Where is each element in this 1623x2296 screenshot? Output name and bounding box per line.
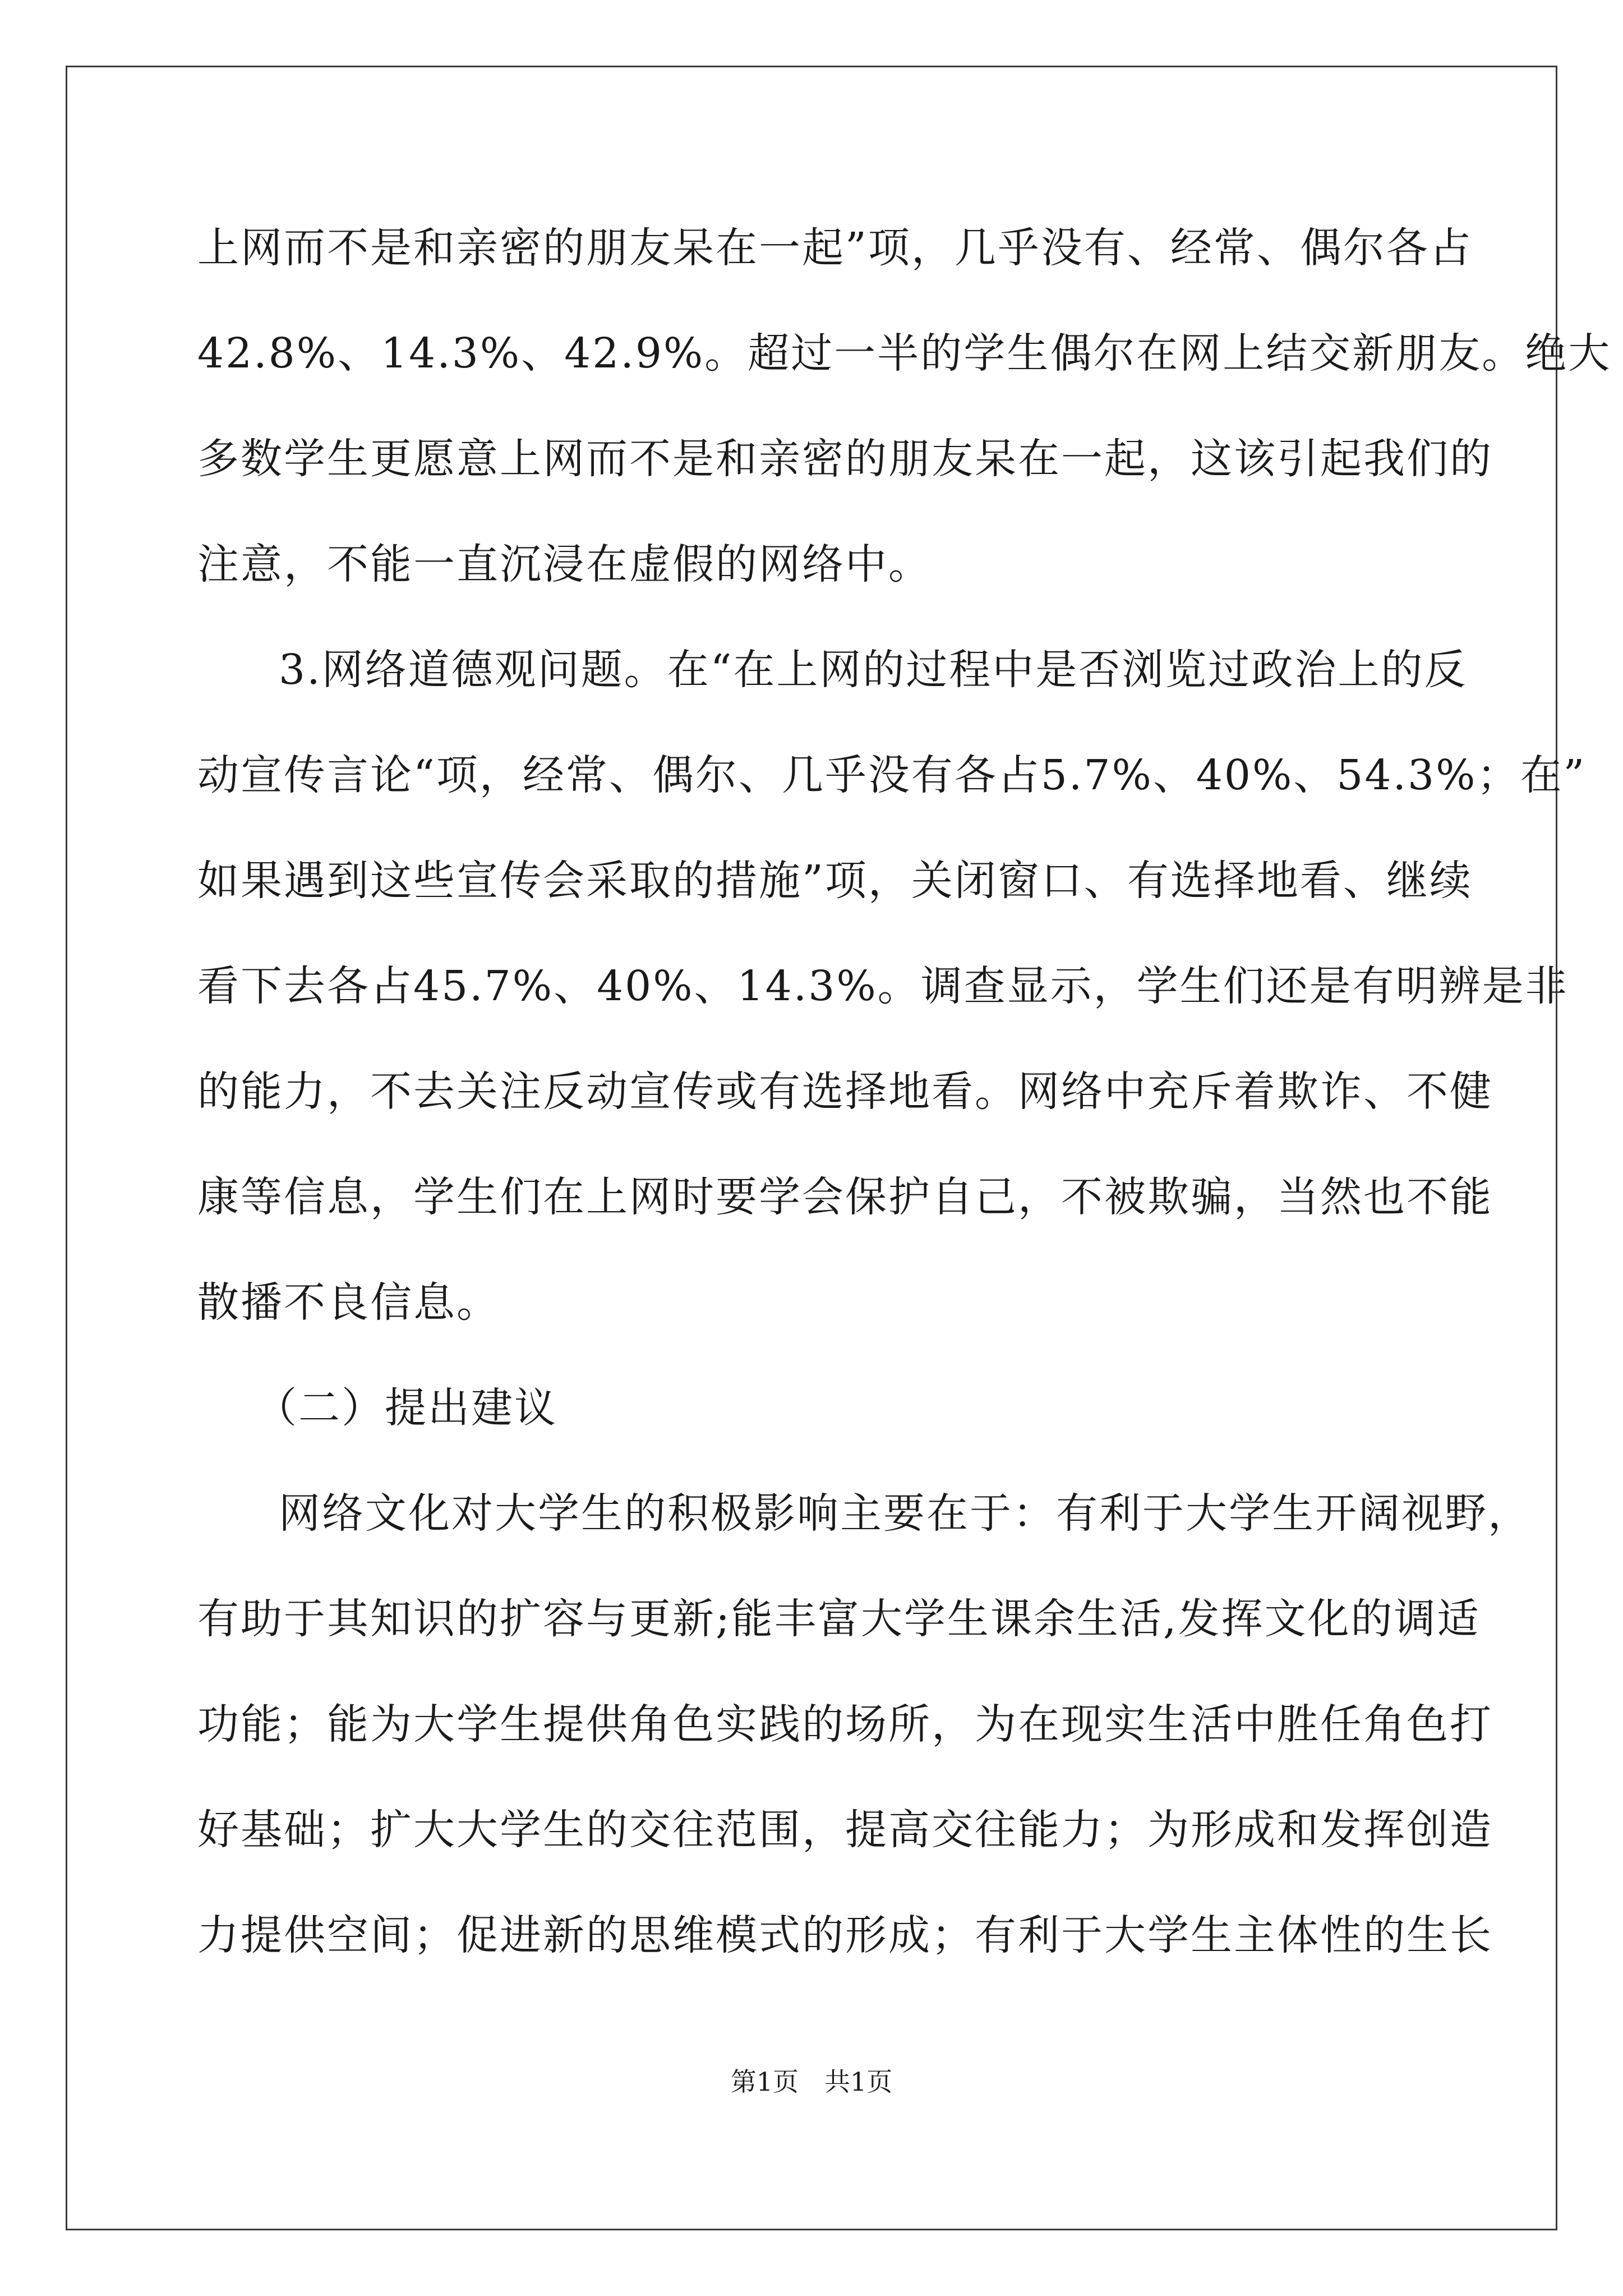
text-line: 3.网络道德观问题。在“在上网的过程中是否浏览过政治上的反	[279, 646, 1468, 694]
text-line: 有助于其知识的扩容与更新;能丰富大学生课余生活,发挥文化的调适	[197, 1595, 1481, 1643]
text-line: 康等信息，学生们在上网时要学会保护自己，不被欺骗，当然也不能	[197, 1173, 1493, 1221]
section-heading: （二）提出建议	[255, 1384, 557, 1432]
text-line: 网络文化对大学生的积极影响主要在于：有利于大学生开阔视野，	[279, 1489, 1531, 1538]
text-line: 如果遇到这些宣传会采取的措施”项，关闭窗口、有选择地看、继续	[197, 857, 1473, 905]
text-line: 注意，不能一直沉浸在虚假的网络中。	[197, 540, 932, 588]
text-line: 上网而不是和亲密的朋友呆在一起”项，几乎没有、经常、偶尔各占	[197, 224, 1473, 272]
text-line: 散播不良信息。	[197, 1278, 500, 1327]
text-line: 多数学生更愿意上网而不是和亲密的朋友呆在一起，这该引起我们的	[197, 435, 1493, 483]
text-line: 看下去各占45.7%、40%、14.3%。调查显示，学生们还是有明辨是非	[197, 962, 1569, 1010]
text-line: 功能；能为大学生提供角色实践的场所，为在现实生活中胜任角色打	[197, 1700, 1493, 1749]
text-line: 的能力，不去关注反动宣传或有选择地看。网络中充斥着欺诈、不健	[197, 1068, 1493, 1116]
text-line: 力提供空间；促进新的思维模式的形成；有利于大学生主体性的生长	[197, 1911, 1493, 1959]
page-border	[66, 66, 1557, 2230]
text-line: 好基础；扩大大学生的交往范围，提高交往能力；为形成和发挥创造	[197, 1806, 1493, 1854]
text-line: 42.8%、14.3%、42.9%。超过一半的学生偶尔在网上结交新朋友。绝大	[197, 329, 1612, 378]
text-line: 动宣传言论“项，经常、偶尔、几乎没有各占5.7%、40%、54.3%；在”	[197, 751, 1587, 799]
page-number-footer: 第1页 共1页	[730, 2067, 893, 2097]
